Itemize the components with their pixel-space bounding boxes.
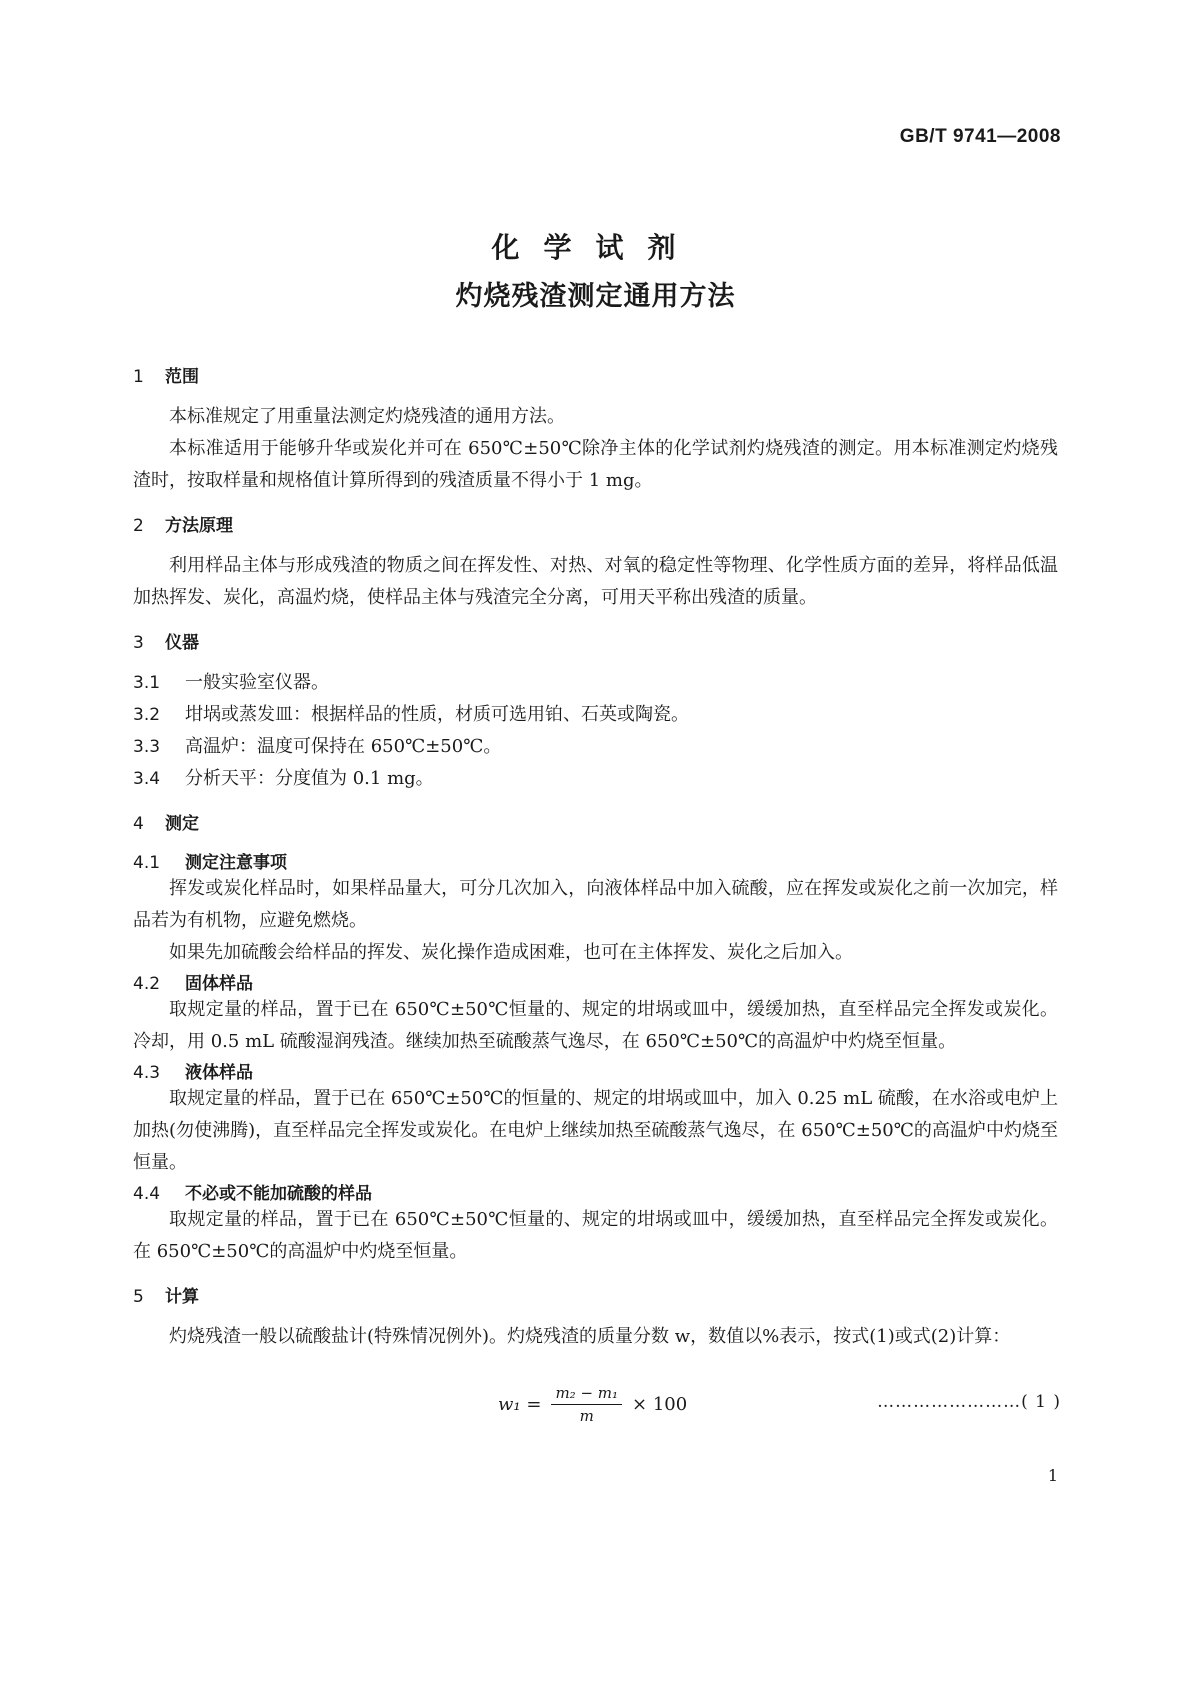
formula-lhs: w₁ = [498,1394,542,1415]
formula-numerator: m₂ − m₁ [551,1384,622,1405]
section-title: 仪器 [165,633,199,653]
section-number: 5 [133,1287,144,1307]
paragraph: 本标准规定了用重量法测定灼烧残渣的通用方法。 [169,406,565,427]
section-number: 2 [133,516,144,536]
formula-1 [498,1384,687,1425]
document-body [133,362,1058,1353]
paragraph: 取规定量的样品，置于已在 650℃±50℃恒量的、规定的坩埚或皿中，缓缓加热，直至样品完全挥发或炭化。在 650℃±50℃的高温炉中灼烧至恒量。 [133,1209,1058,1262]
paragraph: 挥发或炭化样品时，如果样品量大，可分几次加入，向液体样品中加入硫酸，应在挥发或炭化之前一次加完，样品若为有机物，应避免燃烧。 [133,878,1058,931]
document-title-line2: 灼烧残渣测定通用方法 [455,281,736,312]
list-item [133,699,1058,731]
formula-fraction [551,1384,622,1425]
section-heading-5 [133,1282,1058,1307]
list-item [133,667,1058,699]
section-number: 4 [133,814,144,834]
section-number: 3 [133,633,144,653]
subsection-number: 4.4 [133,1184,161,1204]
paragraph: 取规定量的样品，置于已在 650℃±50℃的恒量的、规定的坩埚或皿中，加入 0.25 mL 硫酸，在水浴或电炉上加热(勿使沸腾)，直至样品完全挥发或炭化。在电炉上继续加热至硫酸蒸气逸尽，在 650℃±50℃的高温炉中灼烧至恒量。 [133,1088,1058,1173]
item-text: 分析天平：分度值为 0.1 mg。 [185,768,434,789]
formula-rhs: × 100 [632,1394,688,1415]
paragraph: 本标准适用于能够升华或炭化并可在 650℃±50℃除净主体的化学试剂灼烧残渣的测定。用本标准测定灼烧残渣时，按取样量和规格值计算所得到的残渣质量不得小于 1 mg。 [133,438,1058,491]
section-heading-4 [133,809,1058,834]
list-item [133,763,1058,795]
subsection-heading-4-1 [133,848,1058,873]
formula-denominator: m [579,1407,594,1425]
paragraph: 如果先加硫酸会给样品的挥发、炭化操作造成困难，也可在主体挥发、炭化之后加入。 [169,942,853,963]
subsection-number: 4.3 [133,1063,161,1083]
subsection-title: 液体样品 [185,1063,253,1083]
item-number: 3.4 [133,769,161,789]
subsection-heading-4-2 [133,969,1058,994]
item-number: 3.2 [133,705,161,725]
section-title: 计算 [165,1287,199,1307]
item-text: 坩埚或蒸发皿：根据样品的性质，材质可选用铂、石英或陶瓷。 [185,704,689,725]
subsection-title: 测定注意事项 [185,853,287,873]
equation-label: ……………………( 1 ) [877,1392,1061,1412]
subsection-heading-4-4 [133,1179,1058,1204]
document-title-line1: 化学试剂 [491,231,700,264]
subsection-title: 不必或不能加硫酸的样品 [185,1184,372,1204]
item-number: 3.1 [133,673,161,693]
subsection-number: 4.1 [133,853,161,873]
paragraph: 利用样品主体与形成残渣的物质之间在挥发性、对热、对氧的稳定性等物理、化学性质方面的差异，将样品低温加热挥发、炭化，高温灼烧，使样品主体与残渣完全分离，可用天平称出残渣的质量。 [133,555,1058,608]
item-text: 一般实验室仪器。 [185,672,329,693]
item-number: 3.3 [133,737,161,757]
paragraph: 取规定量的样品，置于已在 650℃±50℃恒量的、规定的坩埚或皿中，缓缓加热，直至样品完全挥发或炭化。冷却，用 0.5 mL 硫酸湿润残渣。继续加热至硫酸蒸气逸尽，在 650℃±50℃的高温炉中灼烧至恒量。 [133,999,1058,1052]
subsection-title: 固体样品 [185,974,253,994]
item-text: 高温炉：温度可保持在 650℃±50℃。 [185,736,502,757]
section-title: 方法原理 [165,516,233,536]
section-number: 1 [133,367,144,387]
section-title: 测定 [165,814,199,834]
subsection-number: 4.2 [133,974,161,994]
section-heading-1 [133,362,1058,387]
page-number: 1 [1047,1466,1058,1485]
section-heading-3 [133,628,1058,653]
paragraph: 灼烧残渣一般以硫酸盐计(特殊情况例外)。灼烧残渣的质量分数 w，数值以%表示，按式(1)或式(2)计算： [169,1326,1011,1347]
section-title: 范围 [165,367,199,387]
list-item [133,731,1058,763]
subsection-heading-4-3 [133,1058,1058,1083]
section-heading-2 [133,511,1058,536]
standard-code: GB/T 9741—2008 [899,126,1061,147]
